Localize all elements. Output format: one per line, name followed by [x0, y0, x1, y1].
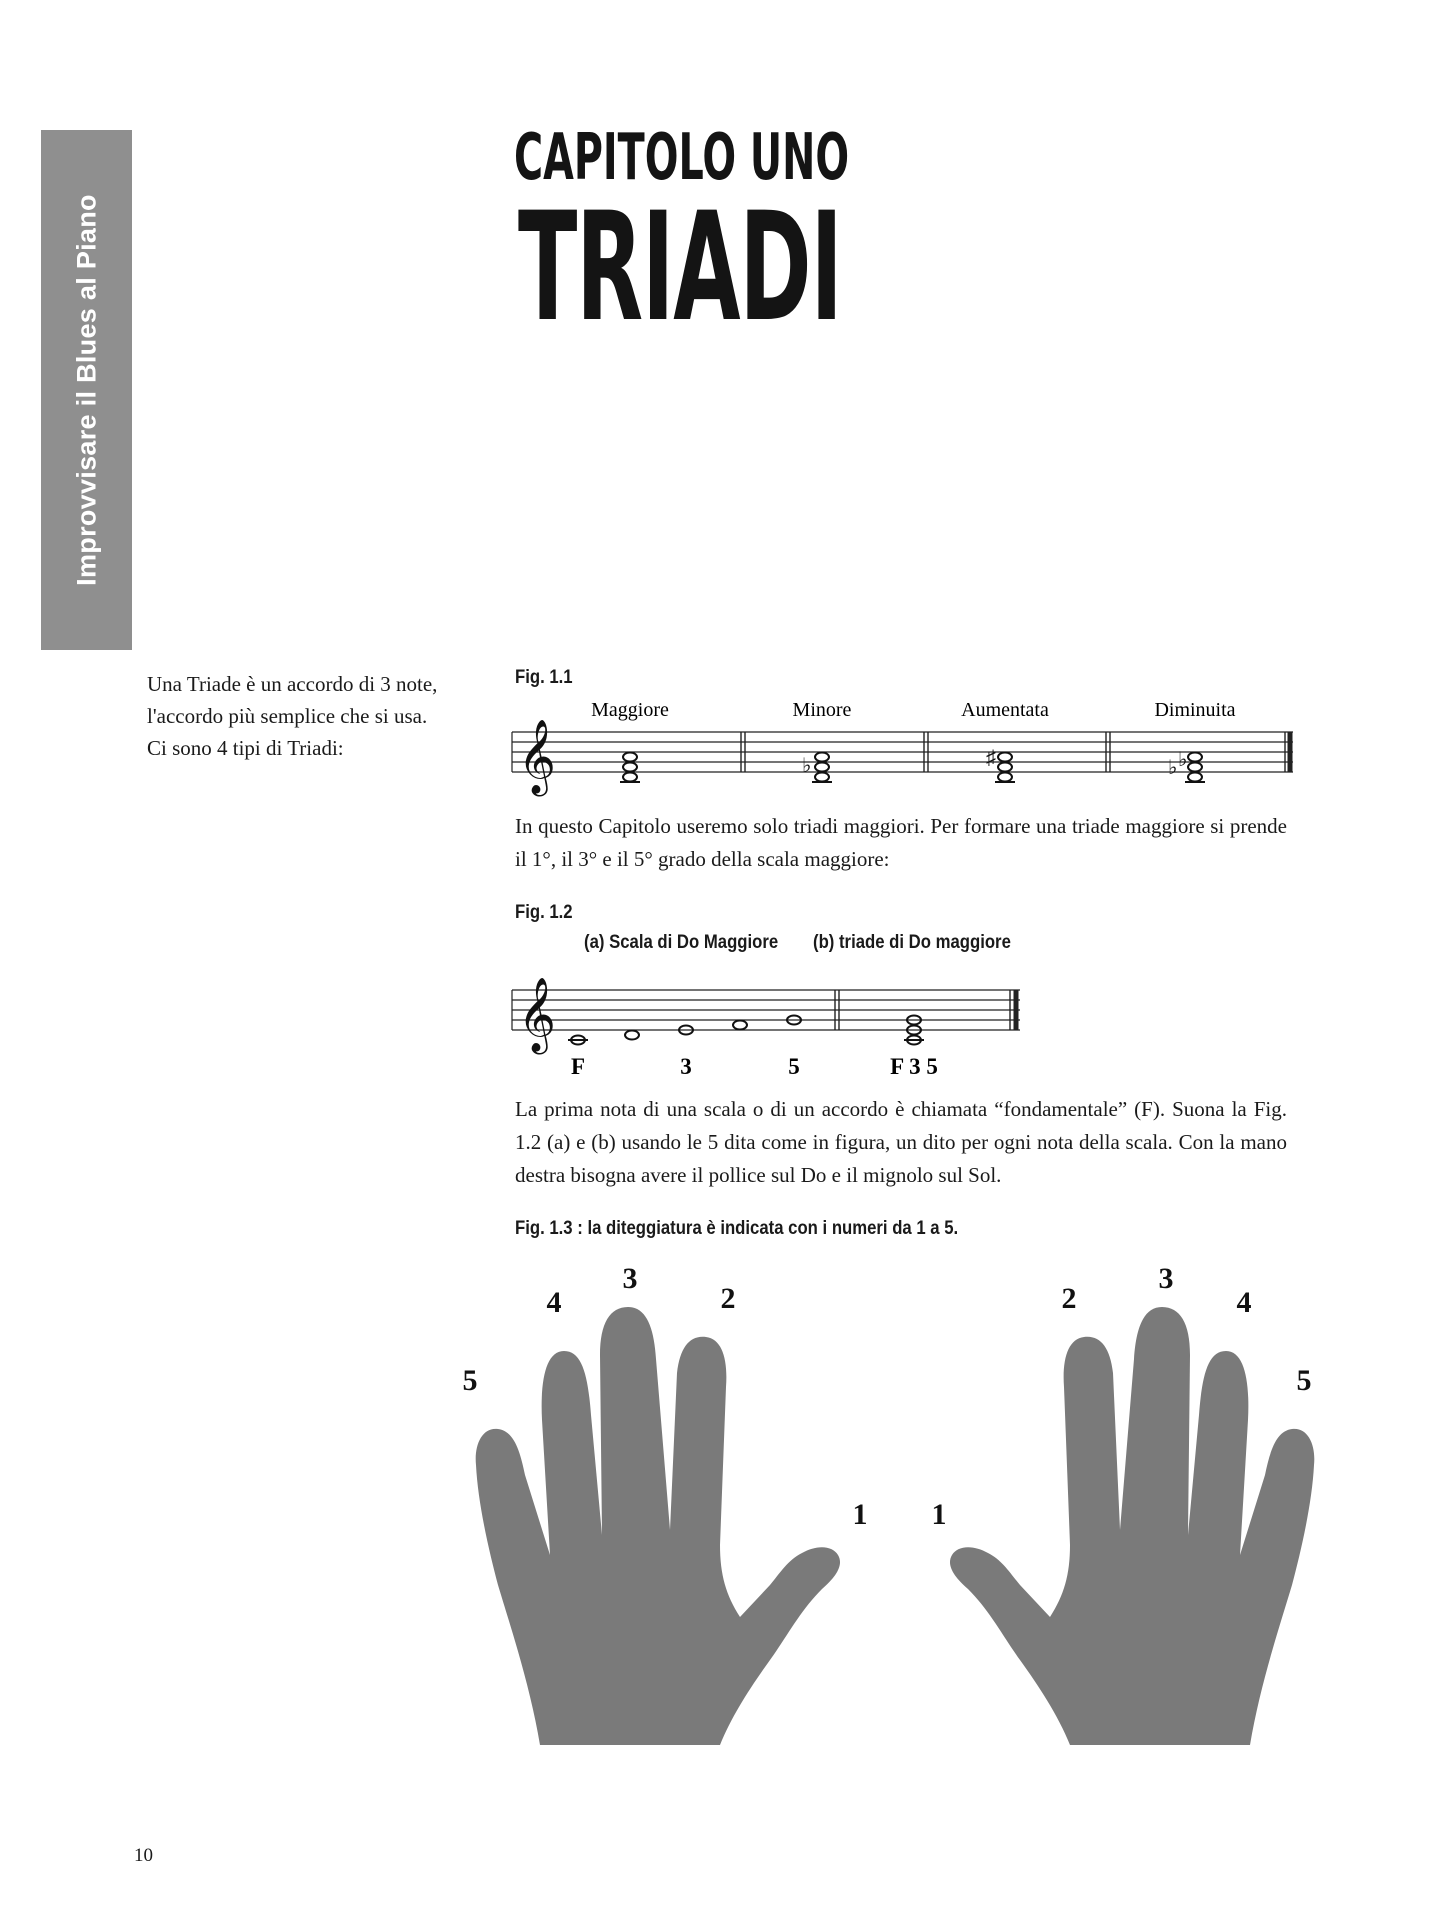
- intro-line: Ci sono 4 tipi di Triadi:: [147, 736, 344, 760]
- fig-1-1-label: Fig. 1.1: [515, 667, 573, 688]
- paragraph-text: La prima nota di una scala o di un accordo è chiamata “fondamentale” (F). Suona la Fig. 1.2 (a) e (b) usando le 5 dita come in figura, un dito per ogni nota della scala. Con la mano destra bisogna avere il pollice sul Do e il mignolo sul Sol.: [515, 1097, 1287, 1187]
- finger-number-right-4: 4: [1236, 1286, 1252, 1319]
- intro-text: [147, 668, 477, 764]
- triad-label-diminuita: Diminuita: [1154, 699, 1236, 721]
- fig-1-2-caption-a: (a) Scala di Do Maggiore: [584, 932, 779, 953]
- chord-aumentata: [995, 753, 1015, 783]
- fig-1-2-label: Fig. 1.2: [515, 902, 573, 923]
- side-tab-title: Improvvisare il Blues al Piano: [71, 194, 101, 586]
- treble-clef-icon: 𝄞: [518, 979, 556, 1050]
- finger-number-right-3: 3: [1158, 1262, 1174, 1295]
- chord-maggiore: [620, 753, 640, 783]
- triad-label-aumentata: Aumentata: [961, 699, 1049, 721]
- flat-icon: ♭: [1178, 749, 1188, 771]
- triad-label-minore: Minore: [792, 699, 852, 721]
- intro-line: l'accordo più semplice che si usa.: [147, 704, 428, 728]
- paragraph-fondamentale: [515, 1093, 1287, 1192]
- staff-lines: [512, 990, 1020, 1030]
- finger-number-right-1: 1: [931, 1498, 947, 1531]
- right-hand-icon: [950, 1307, 1314, 1745]
- fig-1-3-hands: [462, 1255, 1320, 1755]
- chord-diminuita: [1185, 753, 1205, 783]
- finger-number-right-5: 5: [1296, 1364, 1312, 1397]
- triad-label-maggiore: Maggiore: [591, 699, 669, 721]
- fig-1-2-caption-b: (b) triade di Do maggiore: [813, 932, 1011, 953]
- chapter-kicker: CAPITOLO UNO: [514, 121, 850, 195]
- fig-1-3-label: Fig. 1.3 : la diteggiatura è indicata con i numeri da 1 a 5.: [515, 1218, 959, 1239]
- flat-icon: ♭: [1168, 757, 1178, 779]
- page-number: 10: [134, 1845, 153, 1866]
- finger-number-left-3: 3: [622, 1262, 638, 1295]
- flat-icon: ♭: [802, 755, 812, 777]
- fig-1-2-staff: [510, 980, 1030, 1092]
- chord-minore: [812, 753, 832, 783]
- intro-line: Una Triade è un accordo di 3 note,: [147, 672, 438, 696]
- fig-1-1-staff: [510, 692, 1300, 802]
- treble-clef-icon: 𝄞: [518, 721, 556, 792]
- finger-number-left-4: 4: [546, 1286, 562, 1319]
- sharp-icon: ♯: [986, 747, 996, 769]
- triad-degree-label: F 3 5: [890, 1054, 938, 1079]
- left-hand-icon: [476, 1307, 840, 1745]
- finger-number-left-5: 5: [462, 1364, 478, 1397]
- paragraph-triadi-maggiori: [515, 810, 1287, 876]
- degree-label: 5: [788, 1054, 800, 1079]
- paragraph-text: In questo Capitolo useremo solo triadi maggiori. Per formare una triade maggiore si prende il 1°, il 3° e il 5° grado della scala maggiore:: [515, 814, 1287, 871]
- finger-number-left-1: 1: [852, 1498, 868, 1531]
- chapter-title: TRIADI: [518, 181, 842, 355]
- finger-number-left-2: 2: [720, 1282, 736, 1315]
- degree-label: F: [570, 1054, 586, 1079]
- side-tab: [41, 130, 132, 650]
- finger-number-right-2: 2: [1061, 1282, 1077, 1315]
- degree-label: 3: [680, 1054, 692, 1079]
